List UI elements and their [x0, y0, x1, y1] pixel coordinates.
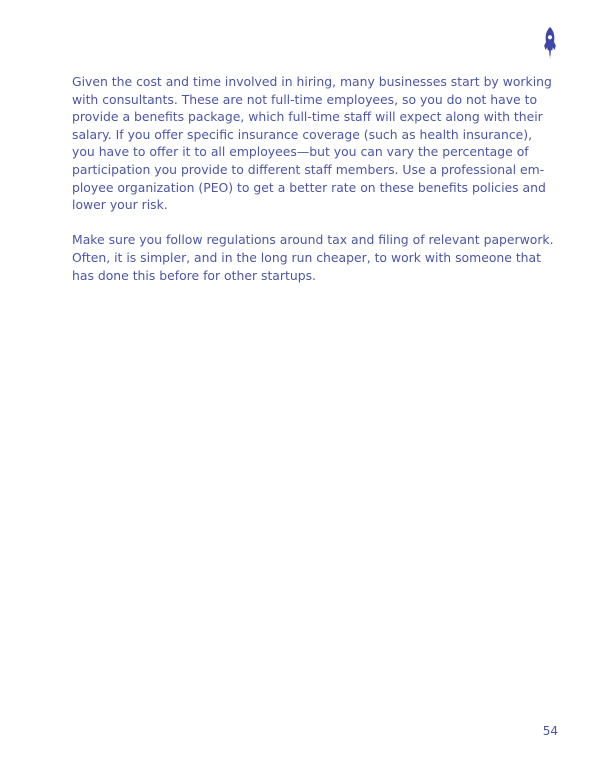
text-line: with consultants. These are not full-time employees, so you do not have to — [72, 91, 538, 107]
text-line: Make sure you follow regulations around tax and filing of relevant paperwork. — [72, 232, 554, 248]
text-line: salary. If you offer specific insurance coverage (such as health insurance), — [72, 126, 533, 142]
text-line: has done this before for other startups. — [72, 267, 316, 283]
text-line: you have to offer it to all employees—but you can vary the percentage of — [72, 144, 529, 160]
text-line: ployee organization (PEO) to get a better rate on these benefits policies and — [72, 179, 546, 195]
text-line: lower your risk. — [72, 197, 168, 213]
text-line: Given the cost and time involved in hiring, many businesses start by working — [72, 74, 552, 89]
paragraph-1 — [72, 73, 552, 214]
text-line: provide a benefits package, which full-time staff will expect along with their — [72, 109, 543, 125]
page-number: 54 — [542, 724, 558, 738]
paragraph-2 — [72, 231, 554, 284]
rocket-icon — [539, 26, 561, 60]
text-line: participation you provide to different staff members. Use a professional em- — [72, 161, 545, 177]
text-line: Often, it is simpler, and in the long run cheaper, to work with someone that — [72, 249, 541, 265]
paragraph-spacer — [72, 214, 532, 232]
body-text — [72, 73, 554, 284]
